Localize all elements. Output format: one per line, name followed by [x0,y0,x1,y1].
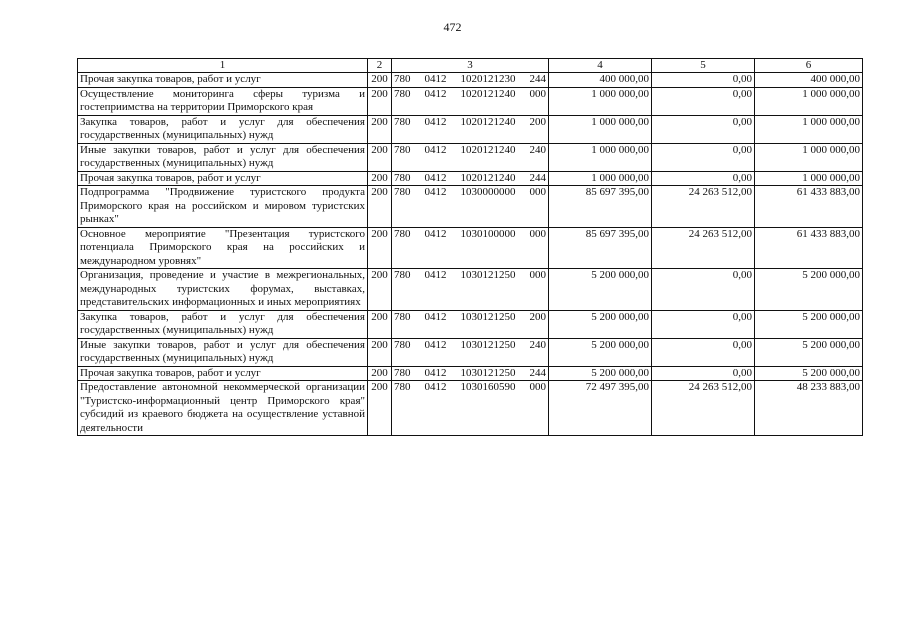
table-row [78,115,863,143]
row-amount-col5: 24 263 512,00 [652,227,755,269]
row-code-col2: 200 [368,171,392,186]
table-row [78,338,863,366]
row-amount-col6: 61 433 883,00 [755,186,863,228]
row-code-col2: 200 [368,73,392,88]
row-amount-col5: 0,00 [652,87,755,115]
row-code-col2: 200 [368,381,392,436]
column-header: 3 [392,59,549,73]
table-header-row [78,59,863,73]
budget-code-part: 780 [394,73,411,85]
row-amount-col4: 1 000 000,00 [549,143,652,171]
row-amount-col4: 1 000 000,00 [549,115,652,143]
budget-code-part: 1030121250 [460,338,516,351]
budget-code-part: 1030121250 [460,310,516,323]
row-code-col2: 200 [368,310,392,338]
row-amount-col6: 1 000 000,00 [755,171,863,186]
budget-code-part: 000 [529,87,546,100]
budget-code-part: 200 [529,310,546,323]
budget-code-part: 0412 [424,366,447,379]
row-code-col2: 200 [368,186,392,228]
row-amount-col4: 1 000 000,00 [549,171,652,186]
row-budget-code [392,269,549,311]
table-row [78,366,863,381]
row-amount-col5: 0,00 [652,338,755,366]
budget-code-part: 244 [529,366,546,379]
row-name: Подпрограмма "Продвижение туристского продукта Приморского края на российском и мировом туристских рынках" [78,186,368,228]
row-name: Основное мероприятие "Презентация туристского потенциала Приморского края на российских и международном уровнях" [78,227,368,269]
row-amount-col6: 5 200 000,00 [755,366,863,381]
row-code-col2: 200 [368,338,392,366]
budget-code-part: 1020121240 [460,115,516,128]
row-name: Закупка товаров, работ и услуг для обеспечения государственных (муниципальных) нужд [78,115,368,143]
row-amount-col4: 72 497 395,00 [549,381,652,436]
budget-code-part: 1030100000 [460,227,516,240]
row-amount-col6: 5 200 000,00 [755,310,863,338]
row-name: Прочая закупка товаров, работ и услуг [78,366,368,381]
budget-code-part: 0412 [424,338,447,351]
table-row [78,310,863,338]
table-row [78,73,863,88]
row-code-col2: 200 [368,366,392,381]
budget-code-part: 1020121240 [460,171,516,184]
row-name: Иные закупки товаров, работ и услуг для обеспечения государственных (муниципальных) нужд [78,143,368,171]
row-budget-code [392,381,549,436]
row-budget-code [392,171,549,186]
row-name: Иные закупки товаров, работ и услуг для обеспечения государственных (муниципальных) нужд [78,338,368,366]
row-amount-col5: 0,00 [652,269,755,311]
budget-code-part: 780 [394,338,411,351]
row-amount-col4: 5 200 000,00 [549,366,652,381]
budget-code-part: 780 [394,171,411,184]
row-amount-col5: 0,00 [652,143,755,171]
row-budget-code [392,366,549,381]
budget-code-part: 0412 [424,227,447,240]
table-row [78,143,863,171]
table-row [78,186,863,228]
budget-table [77,58,863,436]
budget-code-part: 780 [394,143,411,156]
row-amount-col4: 1 000 000,00 [549,87,652,115]
budget-code-part: 0412 [424,381,447,393]
row-name: Предоставление автономной некоммерческой организации "Туристско-информационный центр Приморского края" субсидий из краевого бюджета на осуществление уставной деятельности [78,381,368,436]
table-row [78,87,863,115]
row-amount-col4: 85 697 395,00 [549,227,652,269]
budget-code-part: 780 [394,115,411,128]
budget-code-part: 200 [529,115,546,128]
row-amount-col6: 1 000 000,00 [755,115,863,143]
budget-code-part: 1030121250 [460,366,516,379]
budget-code-part: 780 [394,269,411,281]
budget-code-part: 0412 [424,73,447,85]
budget-code-part: 780 [394,381,411,393]
column-header: 6 [755,59,863,73]
row-amount-col6: 5 200 000,00 [755,269,863,311]
row-code-col2: 200 [368,143,392,171]
row-name: Прочая закупка товаров, работ и услуг [78,73,368,88]
row-name: Осуществление мониторинга сферы туризма и гостеприимства на территории Приморского края [78,87,368,115]
row-amount-col5: 24 263 512,00 [652,381,755,436]
row-budget-code [392,186,549,228]
budget-code-part: 0412 [424,87,447,100]
row-amount-col6: 400 000,00 [755,73,863,88]
row-name: Закупка товаров, работ и услуг для обеспечения государственных (муниципальных) нужд [78,310,368,338]
row-amount-col6: 1 000 000,00 [755,143,863,171]
budget-code-part: 1020121230 [460,73,516,85]
row-amount-col5: 0,00 [652,73,755,88]
row-amount-col5: 24 263 512,00 [652,186,755,228]
budget-code-part: 0412 [424,269,447,281]
budget-code-part: 240 [529,338,546,351]
row-amount-col4: 5 200 000,00 [549,310,652,338]
row-budget-code [392,310,549,338]
budget-code-part: 1030160590 [460,381,516,393]
row-amount-col6: 1 000 000,00 [755,87,863,115]
row-amount-col6: 48 233 883,00 [755,381,863,436]
row-name: Прочая закупка товаров, работ и услуг [78,171,368,186]
budget-code-part: 244 [529,73,546,85]
budget-code-part: 780 [394,227,411,240]
budget-code-part: 780 [394,186,411,198]
budget-code-part: 1020121240 [460,87,516,100]
column-header: 2 [368,59,392,73]
budget-code-part: 780 [394,366,411,379]
row-code-col2: 200 [368,87,392,115]
table-row [78,227,863,269]
budget-code-part: 240 [529,143,546,156]
table-row [78,381,863,436]
row-code-col2: 200 [368,227,392,269]
row-amount-col4: 85 697 395,00 [549,186,652,228]
row-code-col2: 200 [368,115,392,143]
budget-code-part: 0412 [424,171,447,184]
row-amount-col6: 61 433 883,00 [755,227,863,269]
row-budget-code [392,115,549,143]
table-row [78,269,863,311]
budget-code-part: 0412 [424,143,447,156]
column-header: 5 [652,59,755,73]
budget-code-part: 244 [529,171,546,184]
row-amount-col5: 0,00 [652,366,755,381]
row-amount-col4: 5 200 000,00 [549,269,652,311]
budget-code-part: 000 [529,186,546,198]
budget-code-part: 000 [529,381,546,393]
row-amount-col6: 5 200 000,00 [755,338,863,366]
column-header: 4 [549,59,652,73]
row-amount-col4: 5 200 000,00 [549,338,652,366]
row-budget-code [392,338,549,366]
row-budget-code [392,227,549,269]
row-name: Организация, проведение и участие в межрегиональных, международных туристских форумах, выставках, представительских информационных и иных мероприятиях [78,269,368,311]
row-budget-code [392,87,549,115]
budget-code-part: 780 [394,310,411,323]
column-header: 1 [78,59,368,73]
page-number: 472 [443,20,462,34]
budget-code-part: 0412 [424,115,447,128]
table-row [78,171,863,186]
row-budget-code [392,143,549,171]
budget-code-part: 0412 [424,310,447,323]
row-amount-col4: 400 000,00 [549,73,652,88]
budget-code-part: 1020121240 [460,143,516,156]
budget-code-part: 000 [529,269,546,281]
budget-code-part: 1030121250 [460,269,516,281]
budget-code-part: 1030000000 [460,186,516,198]
row-budget-code [392,73,549,88]
row-amount-col5: 0,00 [652,310,755,338]
row-amount-col5: 0,00 [652,171,755,186]
budget-code-part: 780 [394,87,411,100]
budget-code-part: 000 [529,227,546,240]
row-code-col2: 200 [368,269,392,311]
budget-code-part: 0412 [424,186,447,198]
row-amount-col5: 0,00 [652,115,755,143]
